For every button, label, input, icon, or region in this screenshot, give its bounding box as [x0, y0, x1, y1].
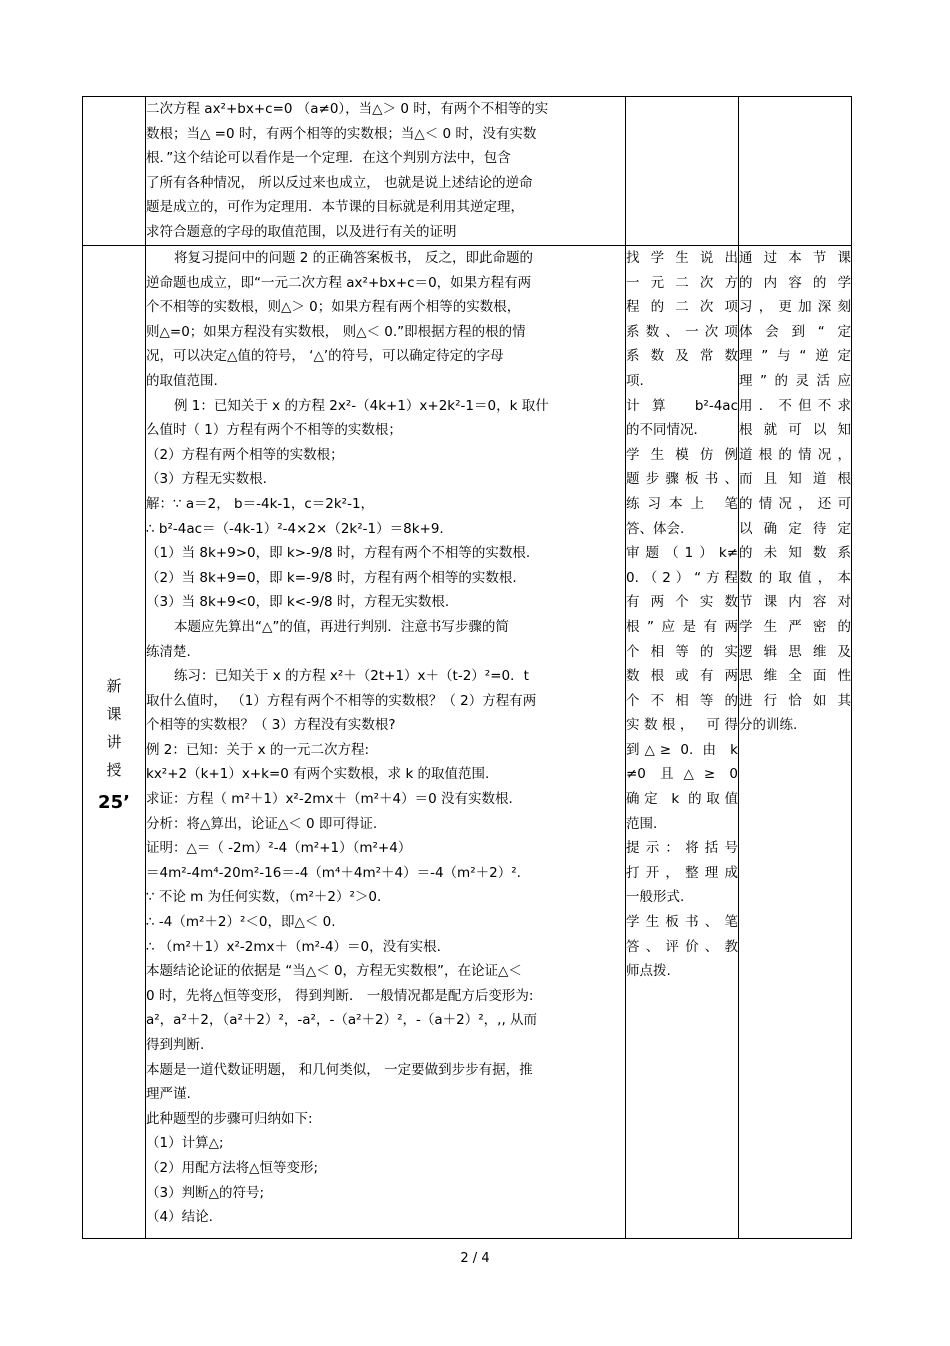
text-line: 将复习提问中的问题 2 的正确答案板书， 反之，即此命题的: [174, 250, 533, 266]
text-line: 一元二次方: [626, 274, 738, 291]
text-line: 道根的情况，: [739, 446, 851, 463]
text-line: 练习本上 笔: [626, 495, 738, 512]
table-row: [83, 97, 852, 246]
text-line: 个相等的实: [626, 643, 738, 660]
text-line: 例 2：已知：关于 x 的一元二次方程:: [146, 741, 370, 758]
text-line: 题是成立的，可作为定理用．本节课的目标就是利用其逆定理，: [146, 199, 524, 216]
text-line: ∴ b²-4ac＝（-4k-1）²-4×2×（2k²-1）＝8k+9.: [146, 520, 444, 537]
text-line: ∵ 不论 m 为任何实数，（m²＋2）²＞0.: [146, 889, 382, 906]
text-line: （2）用配方法将△恒等变形;: [146, 1159, 319, 1176]
text-line: 个不相等的: [626, 692, 738, 709]
text-line: 找学生说出: [626, 250, 738, 266]
text-line: 的取值范围.: [146, 372, 218, 389]
text-line: （4）结论.: [146, 1209, 213, 1226]
text-line: 有两个实数: [626, 594, 738, 611]
text-line: 数根；当△ =0 时，有两个相等的实数根；当△＜ 0 时，没有实数: [146, 125, 537, 142]
text-line: 通过本节课: [739, 250, 851, 266]
teaching-content: [146, 246, 625, 1230]
text-line: 本题是一道代数证明题， 和几何类似， 一定要做到步步有据，推: [146, 1061, 533, 1078]
text-line: 0.（2）“方程: [626, 569, 738, 586]
text-line: ∴ -4（m²＋2）²＜0，即△＜ 0.: [146, 914, 336, 931]
text-line: 根就可以知: [739, 422, 851, 439]
design-intent: [739, 246, 851, 738]
intro-text: [146, 97, 625, 245]
text-line: ＝4m²-4m⁴-20m²-16＝-4（m⁴＋4m²＋4）＝-4（m²＋2）².: [146, 864, 521, 881]
text-line: 本题应先算出“△”的值，再进行判别．注意书写步骤的简: [174, 618, 509, 635]
student-cell-empty: [626, 97, 739, 246]
student-activity-cell: [626, 246, 739, 1239]
text-line: （3）判断△的符号;: [146, 1184, 265, 1201]
text-line: 程的二次项: [626, 299, 738, 316]
text-line: 的未知数系: [739, 545, 851, 562]
text-line: 个相等的实数根？（ 3）方程没有实数根?: [146, 717, 396, 734]
text-line: （3）方程无实数根.: [146, 471, 267, 488]
text-line: 以确定待定: [739, 520, 851, 537]
text-line: 数根或有两: [626, 668, 738, 685]
text-line: 此种题型的步骤可归纳如下:: [146, 1110, 313, 1127]
stage-label-cell: [83, 246, 146, 1239]
text-line: （1）当 8k+9>0，即 k>-9/8 时，方程有两个不相等的实数根.: [146, 545, 531, 562]
text-line: 而且知道根: [739, 471, 851, 488]
text-line: 答、评价、教: [626, 938, 738, 955]
page-number: 2 / 4: [460, 1251, 490, 1266]
text-line: 么值时（ 1）方程有两个不相等的实数根；: [146, 422, 402, 439]
text-line: （2）当 8k+9=0，即 k=-9/8 时，方程有两个相等的实数根.: [146, 569, 517, 586]
text-line: 根．”这个结论可以看作是一个定理．在这个判别方法中，包含: [146, 150, 511, 167]
text-line: 求符合题意的字母的取值范围，以及进行有关的证明: [146, 223, 457, 240]
text-line: 求证：方程（ m²＋1）x²-2mx＋（m²＋4）＝0 没有实数根.: [146, 791, 513, 808]
text-line: 到△≥ 0. 由 k: [626, 741, 738, 758]
stage-time: 25’: [98, 791, 130, 813]
text-line: ∴ （m²＋1）x²-2mx＋（m²-4）＝0，没有实根.: [146, 938, 441, 955]
text-line: 例 1：已知关于 x 的方程 2x²-（4k+1）x+2k²-1＝0，k 取什: [174, 397, 549, 414]
text-line: 师点拨.: [626, 963, 671, 980]
text-line: 系数及常数: [626, 348, 738, 365]
text-line: 答、体会.: [626, 520, 685, 537]
text-line: 审题（1）k≠: [626, 545, 738, 562]
text-line: 体会到“定: [739, 323, 851, 340]
text-line: 的内容的学: [739, 274, 851, 291]
intro-cell: [146, 97, 626, 246]
lesson-plan-table: [82, 96, 852, 1239]
text-line: 提示：将括号: [626, 840, 738, 857]
stage-label: 新课讲授: [106, 676, 136, 779]
text-line: 逆命题也成立，即“一元二次方程 ax²+bx+c＝0，如果方程有两: [146, 274, 532, 291]
text-line: 题步骤板书、: [626, 471, 738, 488]
text-line: 了所有各种情况， 所以反过来也成立， 也就是说上述结论的逆命: [146, 174, 533, 191]
text-line: 项.: [626, 372, 644, 389]
text-line: （3）当 8k+9<0，即 k<-9/8 时，方程无实数根.: [146, 594, 450, 611]
label-cell-empty: [83, 97, 146, 246]
text-line: 节课内容对: [739, 594, 851, 611]
text-line: 理”的灵活应: [739, 372, 851, 389]
text-line: 分的训练.: [739, 717, 798, 734]
text-line: 本题结论论证的依据是 “当△＜ 0，方程无实数根”，在论证△＜: [146, 963, 522, 980]
text-line: 实数根， 可得: [626, 717, 738, 734]
text-line: 的情况，还可: [739, 495, 851, 512]
text-line: 思维全面性: [739, 668, 851, 685]
text-line: 二次方程 ax²+bx+c=0 （a≠0），当△＞ 0 时，有两个不相等的实: [146, 101, 549, 117]
text-line: ≠0 且△≥ 0: [626, 766, 738, 783]
text-line: 练清楚.: [146, 643, 191, 660]
text-line: 个不相等的实数根，则△＞ 0；如果方程有两个相等的实数根，: [146, 299, 521, 316]
text-line: 范围.: [626, 815, 658, 832]
text-line: （2）方程有两个相等的实数根；: [146, 446, 344, 463]
text-line: 学生模仿例: [626, 446, 738, 463]
text-line: （1）计算△;: [146, 1135, 224, 1152]
text-line: 得到判断.: [146, 1037, 205, 1053]
text-line: 数的取值，本: [739, 569, 851, 586]
text-line: a²，a²＋2，（a²＋2）²，-a²，-（a²＋2）²，-（a＋2）²，,, 从而: [146, 1012, 538, 1029]
text-line: 进行恰如其: [739, 692, 851, 709]
text-line: 解：∵ a＝2， b＝-4k-1，c＝2k²-1，: [146, 495, 375, 512]
text-line: 打开，整理成: [626, 864, 738, 881]
text-line: 0 时，先将△恒等变形， 得到判断． 一般情况都是配方后变形为:: [146, 987, 534, 1004]
text-line: 学生板书、笔: [626, 914, 738, 931]
text-line: kx²+2（k+1）x+k=0 有两个实数根，求 k 的取值范围.: [146, 766, 490, 783]
text-line: 证明：△＝（ -2m）²-4（m²+1）（m²+4）: [146, 840, 412, 857]
student-activity: [626, 246, 738, 984]
text-line: 计算 b²-4ac: [626, 397, 738, 414]
text-line: 系数、一次项: [626, 323, 738, 340]
teaching-content-cell: [146, 246, 626, 1239]
design-cell-empty: [739, 97, 852, 246]
text-line: 用．不但不求: [739, 397, 851, 414]
design-intent-cell: [739, 246, 852, 1239]
table-row: [83, 246, 852, 1239]
text-line: 分析：将△算出，论证△＜ 0 即可得证.: [146, 815, 378, 832]
text-line: 一般形式.: [626, 889, 685, 906]
text-line: 逻辑思维及: [739, 643, 851, 660]
text-line: 况，可以决定△值的符号， ‘△’的符号，可以确定待定的字母: [146, 348, 504, 365]
text-line: 取什么值时， （1）方程有两个不相等的实数根？（ 2）方程有两: [146, 692, 537, 709]
text-line: 练习：已知关于 x 的方程 x²＋（2t+1）x＋（t-2）²=0．t: [174, 668, 529, 685]
text-line: 的不同情况．: [626, 422, 707, 439]
text-line: 学生严密的: [739, 618, 851, 635]
text-line: 确定 k 的取值: [626, 791, 738, 808]
text-line: 理”与“逆定: [739, 348, 851, 365]
text-line: 理严谨.: [146, 1086, 191, 1103]
text-line: 根”应是有两: [626, 618, 738, 635]
text-line: 则△=0；如果方程没有实数根， 则△＜ 0.”即根据方程的根的情: [146, 323, 526, 340]
text-line: 习，更加深刻: [739, 299, 851, 316]
